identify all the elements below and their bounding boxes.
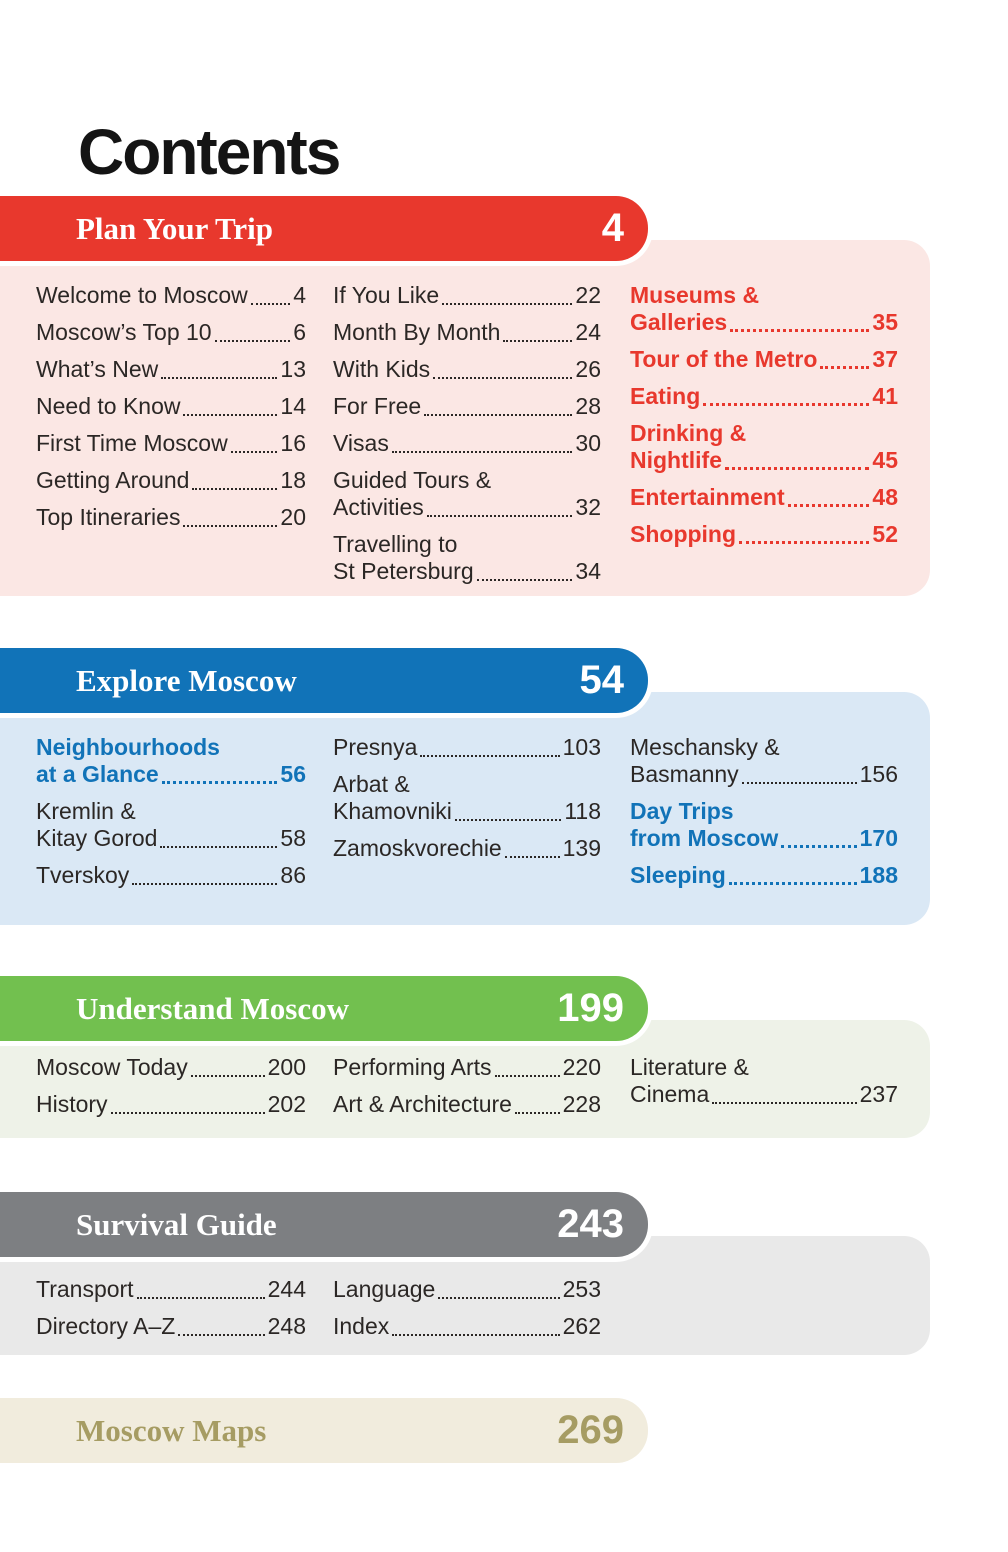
entry-label: Language xyxy=(333,1276,436,1302)
toc-entry xyxy=(36,1276,306,1303)
dot-leader xyxy=(162,781,278,784)
dot-leader xyxy=(730,329,869,332)
page-number: 103 xyxy=(562,734,601,760)
toc-entry xyxy=(630,282,898,336)
page-number: 56 xyxy=(280,761,306,787)
page-number: 156 xyxy=(859,761,898,787)
entry-label: St Petersburg xyxy=(333,558,474,584)
toc-entry xyxy=(630,521,898,548)
dot-leader xyxy=(137,1297,265,1299)
toc-entry xyxy=(333,835,601,862)
dot-leader xyxy=(788,504,870,507)
entry-label: Tverskoy xyxy=(36,862,130,888)
page-number: 170 xyxy=(859,825,898,851)
toc-column xyxy=(630,734,898,899)
toc-entry xyxy=(333,319,601,346)
entry-label: at a Glance xyxy=(36,761,159,787)
page-number: 52 xyxy=(872,521,898,547)
entry-label: Moscow’s Top 10 xyxy=(36,319,212,345)
toc-entry xyxy=(36,504,306,531)
entry-label: What’s New xyxy=(36,356,159,382)
dot-leader xyxy=(392,451,573,453)
entry-label: Day Trips xyxy=(630,798,734,824)
page-number: 58 xyxy=(280,825,306,851)
entry-label: Meschansky & xyxy=(630,734,780,760)
entry-label: from Moscow xyxy=(630,825,779,851)
page-number: 35 xyxy=(872,309,898,335)
entry-label: Sleeping xyxy=(630,862,726,888)
toc-entry xyxy=(630,484,898,511)
dot-leader xyxy=(215,340,291,342)
page-number: 244 xyxy=(267,1276,306,1302)
entry-label: Zamoskvorechie xyxy=(333,835,502,861)
page-number: 4 xyxy=(293,282,306,308)
section-banner xyxy=(0,1192,648,1257)
page-number: 32 xyxy=(575,494,601,520)
toc-entry xyxy=(333,467,601,521)
entry-label: Eating xyxy=(630,383,701,409)
section-page-number: 199 xyxy=(557,986,624,1030)
dot-leader xyxy=(192,488,277,490)
entry-label: Guided Tours & xyxy=(333,467,492,493)
dot-leader xyxy=(191,1075,265,1077)
page-number: 34 xyxy=(575,558,601,584)
section-title: Plan Your Trip xyxy=(76,210,273,246)
toc-entry xyxy=(630,798,898,852)
toc-entry xyxy=(36,1313,306,1340)
page-number: 262 xyxy=(562,1313,601,1339)
page-number: 228 xyxy=(562,1091,601,1117)
entry-label: Drinking & xyxy=(630,420,747,446)
dot-leader xyxy=(427,515,573,517)
section-banner xyxy=(0,648,648,713)
entry-label: Transport xyxy=(36,1276,134,1302)
entry-label: Getting Around xyxy=(36,467,190,493)
toc-column xyxy=(333,734,601,872)
toc-entry xyxy=(36,356,306,383)
dot-leader xyxy=(442,303,572,305)
dot-leader xyxy=(515,1112,560,1114)
entry-label: History xyxy=(36,1091,108,1117)
page-number: 45 xyxy=(872,447,898,473)
dot-leader xyxy=(111,1112,265,1114)
dot-leader xyxy=(420,755,559,757)
dot-leader xyxy=(455,819,561,821)
page-number: 37 xyxy=(872,346,898,372)
entry-label: Arbat & xyxy=(333,771,410,797)
toc-entry xyxy=(333,1054,601,1081)
page-number: 24 xyxy=(575,319,601,345)
section-page-number: 54 xyxy=(579,658,624,702)
dot-leader xyxy=(251,303,290,305)
entry-label: Kitay Gorod xyxy=(36,825,158,851)
toc-entry xyxy=(333,1091,601,1118)
page-number: 188 xyxy=(859,862,898,888)
dot-leader xyxy=(739,541,869,544)
dot-leader xyxy=(231,451,278,453)
dot-leader xyxy=(503,340,572,342)
toc-entry xyxy=(36,1054,306,1081)
page-number: 118 xyxy=(564,798,601,824)
dot-leader xyxy=(178,1334,264,1336)
entry-label: Art & Architecture xyxy=(333,1091,512,1117)
section-banner xyxy=(0,976,648,1041)
dot-leader xyxy=(161,377,277,379)
dot-leader xyxy=(392,1334,559,1336)
toc-entry xyxy=(333,734,601,761)
page-title: Contents xyxy=(78,115,340,188)
toc-entry xyxy=(630,862,898,889)
toc-entry xyxy=(36,798,306,852)
page-number: 41 xyxy=(872,383,898,409)
entry-label: Literature & xyxy=(630,1054,749,1080)
entry-label: Entertainment xyxy=(630,484,785,510)
section-page-number: 4 xyxy=(601,206,624,250)
dot-leader xyxy=(433,377,572,379)
toc-entry xyxy=(36,430,306,457)
toc-column xyxy=(630,1054,898,1118)
dot-leader xyxy=(438,1297,559,1299)
toc-entry xyxy=(333,356,601,383)
page-number: 6 xyxy=(293,319,306,345)
entry-label: Activities xyxy=(333,494,424,520)
section-title: Survival Guide xyxy=(76,1206,277,1242)
entry-label: Moscow Today xyxy=(36,1054,188,1080)
toc-entry xyxy=(333,282,601,309)
entry-label: Basmanny xyxy=(630,761,739,787)
toc-column xyxy=(36,1276,306,1350)
dot-leader xyxy=(781,845,856,848)
section-page-number: 269 xyxy=(557,1408,624,1452)
entry-label: Nightlife xyxy=(630,447,722,473)
entry-label: Kremlin & xyxy=(36,798,136,824)
entry-label: Presnya xyxy=(333,734,418,760)
page-number: 139 xyxy=(562,835,601,861)
entry-label: Welcome to Moscow xyxy=(36,282,248,308)
toc-entry xyxy=(630,346,898,373)
toc-entry xyxy=(36,467,306,494)
entry-label: Directory A–Z xyxy=(36,1313,176,1339)
dot-leader xyxy=(742,782,857,784)
toc-entry xyxy=(36,393,306,420)
dot-leader xyxy=(495,1075,560,1077)
page-number: 248 xyxy=(267,1313,306,1339)
toc-entry xyxy=(630,420,898,474)
toc-column xyxy=(333,1276,601,1350)
dot-leader xyxy=(729,882,857,885)
toc-column xyxy=(630,282,898,558)
page-number: 86 xyxy=(280,862,306,888)
entry-label: Top Itineraries xyxy=(36,504,181,530)
toc-column xyxy=(36,1054,306,1128)
entry-label: Khamovniki xyxy=(333,798,452,824)
dot-leader xyxy=(477,579,573,581)
entry-label: Cinema xyxy=(630,1081,710,1107)
toc-entry xyxy=(36,1091,306,1118)
toc-column xyxy=(333,282,601,595)
section-title: Explore Moscow xyxy=(76,662,297,698)
toc-entry xyxy=(36,282,306,309)
toc-entry xyxy=(630,1054,898,1108)
toc-entry xyxy=(333,1313,601,1340)
section-title: Moscow Maps xyxy=(76,1412,267,1448)
page-number: 14 xyxy=(280,393,306,419)
entry-label: Performing Arts xyxy=(333,1054,492,1080)
section-banner xyxy=(0,1398,648,1463)
dot-leader xyxy=(160,846,277,848)
dot-leader xyxy=(183,525,277,527)
dot-leader xyxy=(505,856,560,858)
page-number: 18 xyxy=(280,467,306,493)
entry-label: Tour of the Metro xyxy=(630,346,818,372)
section-banner xyxy=(0,196,648,261)
toc-entry xyxy=(333,531,601,585)
dot-leader xyxy=(712,1102,856,1104)
toc-column xyxy=(333,1054,601,1128)
entry-label: Galleries xyxy=(630,309,728,335)
entry-label: Museums & xyxy=(630,282,760,308)
page-number: 13 xyxy=(280,356,306,382)
page-number: 48 xyxy=(872,484,898,510)
toc-column xyxy=(36,734,306,899)
page-number: 28 xyxy=(575,393,601,419)
section-page-number: 243 xyxy=(557,1202,624,1246)
toc-entry xyxy=(333,430,601,457)
entry-label: Need to Know xyxy=(36,393,181,419)
toc-column xyxy=(36,282,306,541)
toc-entry xyxy=(36,862,306,889)
entry-label: Shopping xyxy=(630,521,737,547)
page-number: 202 xyxy=(267,1091,306,1117)
toc-entry xyxy=(333,771,601,825)
entry-label: For Free xyxy=(333,393,422,419)
page-number: 16 xyxy=(280,430,306,456)
toc-entry xyxy=(630,383,898,410)
dot-leader xyxy=(820,366,869,369)
dot-leader xyxy=(725,467,869,470)
dot-leader xyxy=(132,883,277,885)
toc-entry xyxy=(630,734,898,788)
page-number: 253 xyxy=(562,1276,601,1302)
dot-leader xyxy=(703,403,869,406)
entry-label: If You Like xyxy=(333,282,440,308)
entry-label: Month By Month xyxy=(333,319,501,345)
toc-entry xyxy=(333,1276,601,1303)
toc-entry xyxy=(36,734,306,788)
section-title: Understand Moscow xyxy=(76,990,349,1026)
entry-label: Neighbourhoods xyxy=(36,734,220,760)
page-number: 237 xyxy=(859,1081,898,1107)
entry-label: Index xyxy=(333,1313,390,1339)
toc-entry xyxy=(333,393,601,420)
page-number: 200 xyxy=(267,1054,306,1080)
dot-leader xyxy=(183,414,277,416)
page-number: 220 xyxy=(562,1054,601,1080)
page-number: 26 xyxy=(575,356,601,382)
entry-label: Travelling to xyxy=(333,531,458,557)
entry-label: Visas xyxy=(333,430,389,456)
page-number: 30 xyxy=(575,430,601,456)
page-number: 22 xyxy=(575,282,601,308)
entry-label: With Kids xyxy=(333,356,431,382)
toc-entry xyxy=(36,319,306,346)
dot-leader xyxy=(424,414,572,416)
page-number: 20 xyxy=(280,504,306,530)
entry-label: First Time Moscow xyxy=(36,430,228,456)
